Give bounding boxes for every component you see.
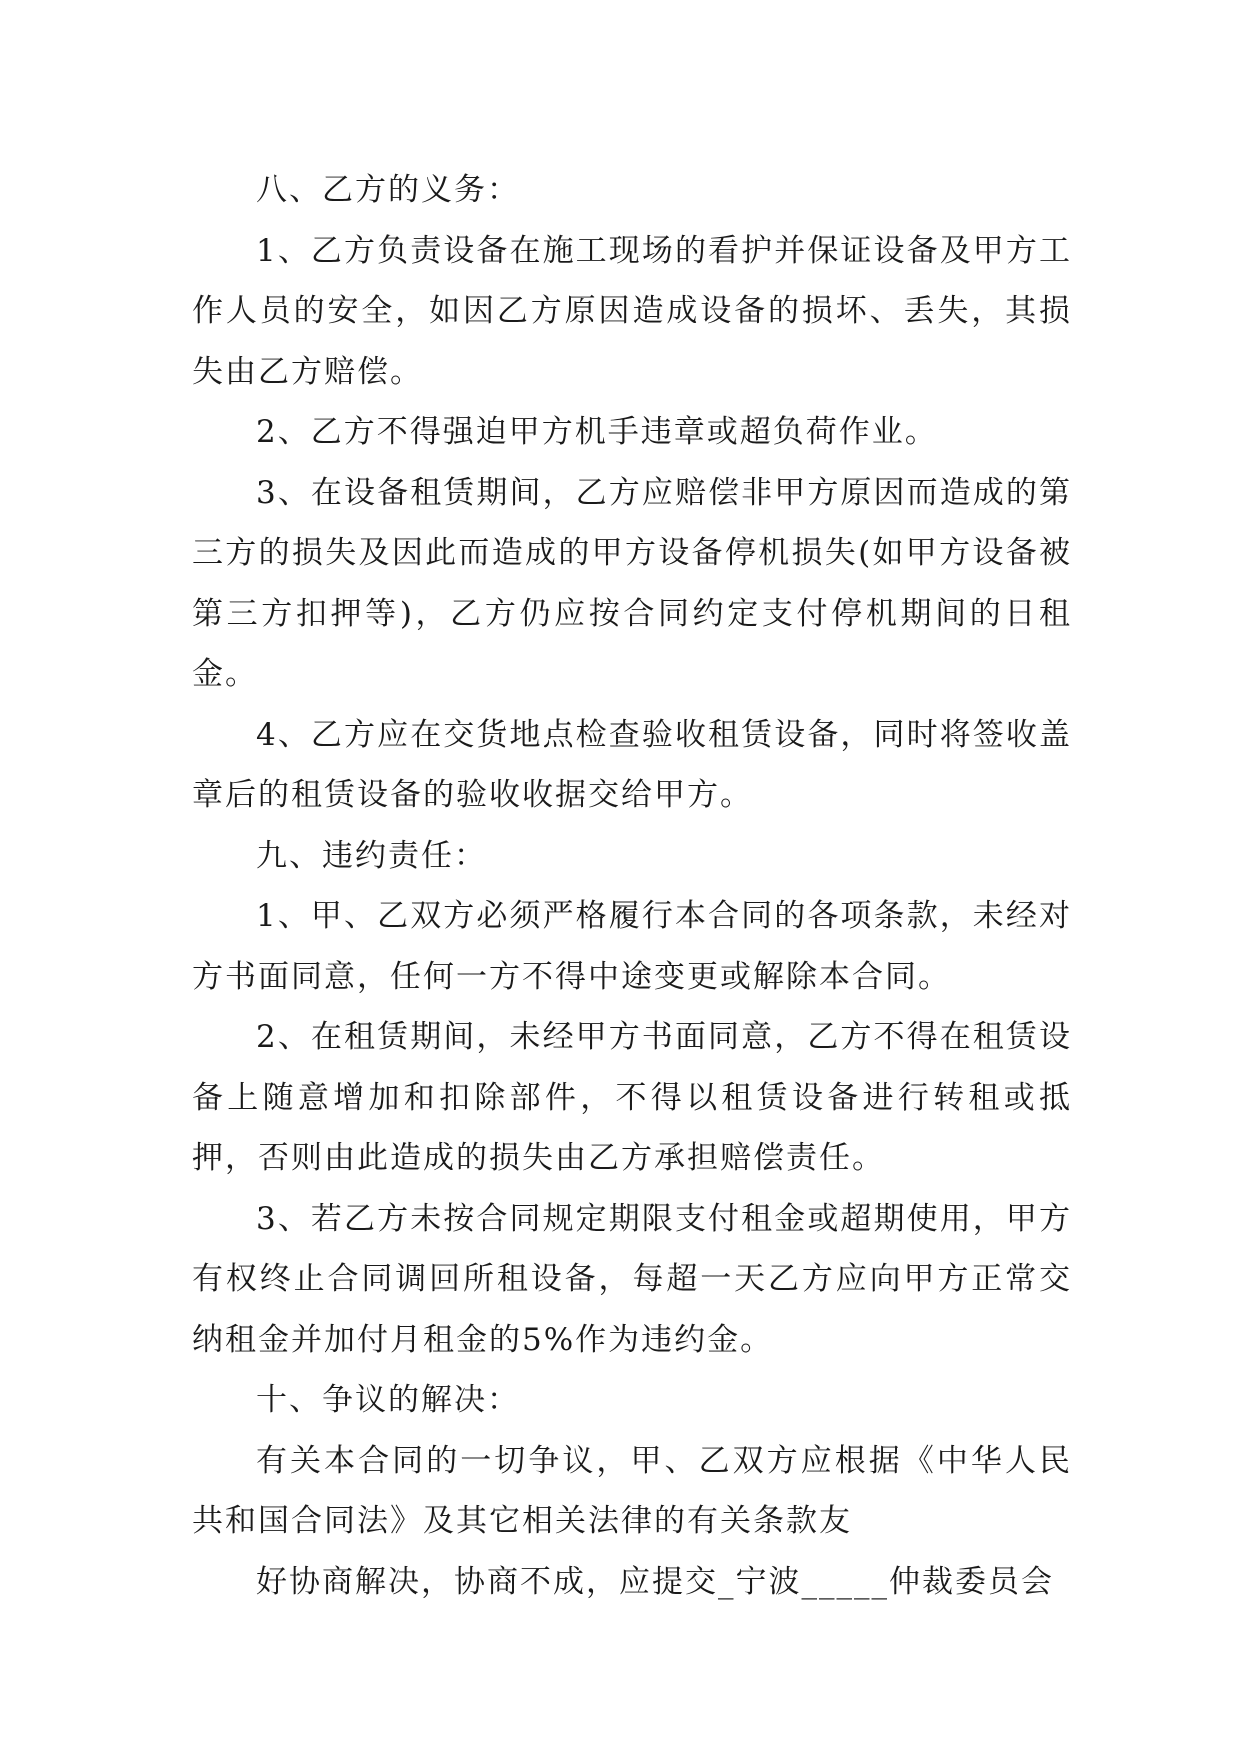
section-heading-breach: 九、违约责任：: [256, 837, 487, 874]
clause-paragraph: 1、乙方负责设备在施工现场的看护并保证设备及甲方工作人员的安全，如因乙方原因造成设备的损坏、丢失，其损失由乙方赔偿。: [192, 232, 1072, 390]
section-heading-obligations: 八、乙方的义务：: [256, 172, 520, 208]
clause-paragraph: 3、在设备租赁期间，乙方应赔偿非甲方原因而造成的第三方的损失及因此而造成的甲方设备停机损失(如甲方设备被第三方扣押等)，乙方仍应按合同约定支付停机期间的日租金。: [192, 474, 1072, 692]
clause-paragraph: 2、乙方不得强迫甲方机手违章或超负荷作业。: [256, 414, 938, 450]
clause-paragraph: 好协商解决，协商不成，应提交_宁波_____仲裁委员会: [256, 1563, 1054, 1600]
clause-paragraph: 有关本合同的一切争议，甲、乙双方应根据《中华人民共和国合同法》及其它相关法律的有关条款友: [192, 1442, 1072, 1539]
clause-paragraph: 4、乙方应在交货地点检查验收租赁设备，同时将签收盖章后的租赁设备的验收收据交给甲方。: [192, 716, 1072, 813]
document-body: [192, 160, 1072, 1612]
clause-paragraph: 3、若乙方未按合同规定期限支付租金或超期使用，甲方有权终止合同调回所租设备，每超一天乙方应向甲方正常交纳租金并加付月租金的5%作为违约金。: [192, 1200, 1072, 1358]
clause-paragraph: 2、在租赁期间，未经甲方书面同意，乙方不得在租赁设备上随意增加和扣除部件，不得以租赁设备进行转租或抵押，否则由此造成的损失由乙方承担赔偿责任。: [192, 1019, 1072, 1176]
clause-paragraph: 1、甲、乙双方必须严格履行本合同的各项条款，未经对方书面同意，任何一方不得中途变更或解除本合同。: [192, 898, 1072, 995]
section-heading-dispute: 十、争议的解决：: [256, 1382, 520, 1418]
